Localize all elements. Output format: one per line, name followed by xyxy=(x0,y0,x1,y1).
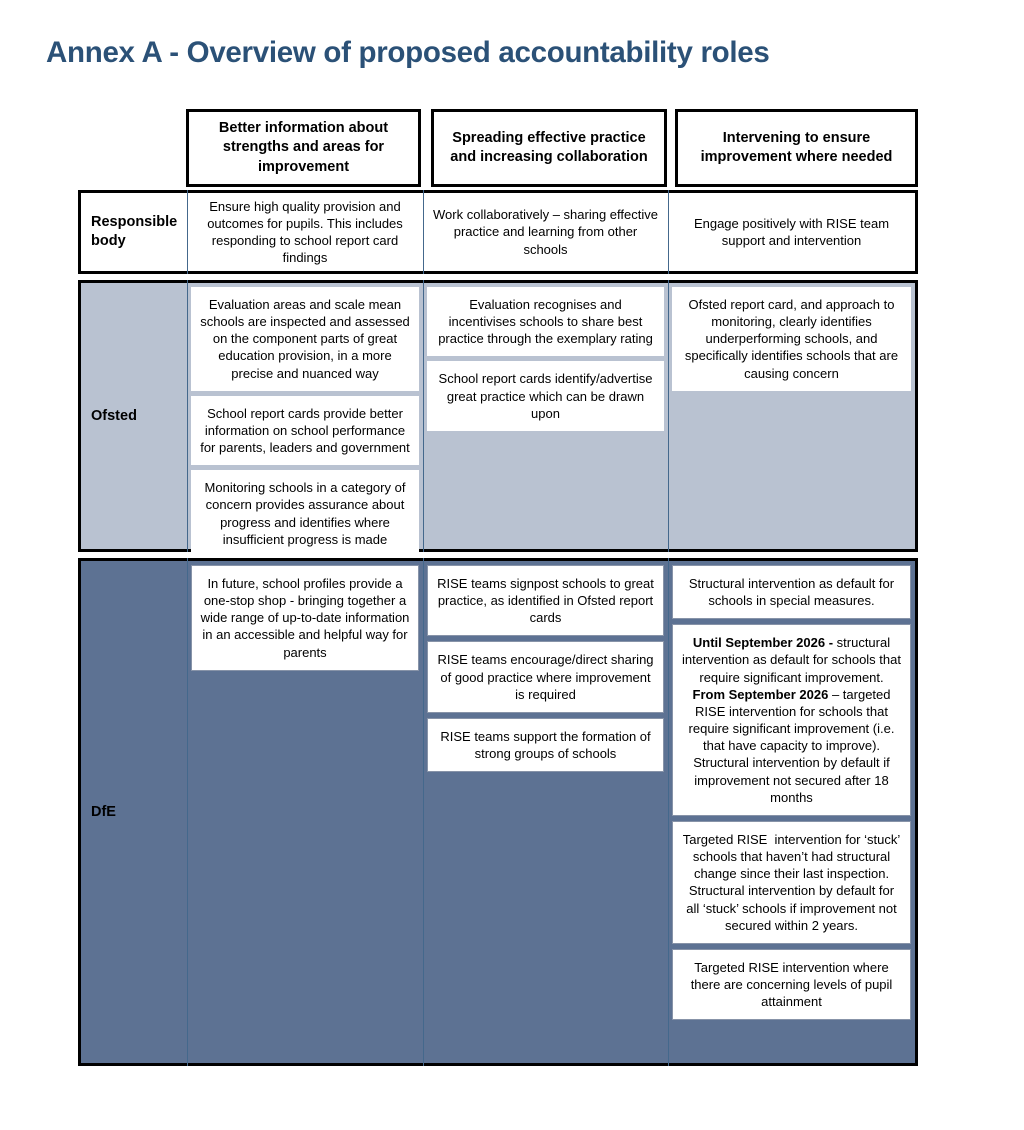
table-row-ofsted xyxy=(78,280,918,552)
row-label-ofsted: Ofsted xyxy=(91,408,137,424)
content-card xyxy=(191,396,419,465)
content-card xyxy=(672,624,911,816)
content-card xyxy=(672,821,911,944)
card-stack xyxy=(187,561,423,1063)
cell-text: Work collaboratively – sharing effective practice and learning from other schools xyxy=(433,207,658,257)
content-card xyxy=(427,641,664,712)
cell-ofsted-col3 xyxy=(668,283,915,549)
card-stack xyxy=(423,283,668,549)
cell-responsible-col2 xyxy=(423,193,668,271)
card-stack xyxy=(423,561,668,1063)
card-stack xyxy=(668,561,915,1063)
content-card-text: Monitoring schools in a category of concern provides assurance about progress and identifies where insufficient progress is made xyxy=(204,480,406,547)
content-card-text: RISE teams encourage/direct sharing of good practice where improvement is required xyxy=(437,652,654,702)
content-card xyxy=(672,287,911,391)
content-card xyxy=(427,718,664,772)
table-row-responsible-body xyxy=(78,190,918,274)
content-card xyxy=(672,565,911,619)
content-card-text: RISE teams support the formation of strong groups of schools xyxy=(440,728,651,762)
content-card xyxy=(427,361,664,430)
content-card-text: RISE teams signpost schools to great practice, as identified in Ofsted report cards xyxy=(437,576,654,626)
row-label-dfe: DfE xyxy=(91,804,116,820)
cell-dfe-col3 xyxy=(668,561,915,1063)
content-card-text: Ofsted report card, and approach to monitoring, clearly identifies underperforming schools, and specifically identifies schools that are causing concern xyxy=(684,297,899,381)
cell-responsible-col1 xyxy=(187,193,423,271)
content-card xyxy=(191,565,419,671)
column-header-spreading-effective-practice: Spreading effective practice and increasing collaboration xyxy=(431,109,667,187)
card-stack xyxy=(187,283,423,549)
content-card-text: Structural intervention as default for schools in special measures. xyxy=(688,576,895,609)
cell-dfe-col2 xyxy=(423,561,668,1063)
page-title: Annex A - Overview of proposed accountability roles xyxy=(46,36,770,69)
cell-ofsted-col2 xyxy=(423,283,668,549)
cell-text: Engage positively with RISE team support and intervention xyxy=(693,215,890,248)
content-card-text: School report cards provide better information on school performance for parents, leaders and government xyxy=(200,405,410,456)
content-card xyxy=(672,949,911,1020)
column-header-intervening-to-ensure-improvement: Intervening to ensure improvement where needed xyxy=(675,109,918,187)
row-label-responsible-body: Responsible body xyxy=(91,214,178,249)
content-card xyxy=(191,287,419,391)
content-card xyxy=(191,470,419,557)
content-card xyxy=(427,565,664,636)
table-row-dfe xyxy=(78,558,918,1066)
cell-dfe-col1 xyxy=(187,561,423,1063)
column-headers xyxy=(186,109,918,187)
content-card-text: Targeted RISE intervention for ‘stuck’ schools that haven’t had structural change since their last inspection. Structural intervention by default for all ‘stuck’ schools if improvement not secured within 2 years. xyxy=(682,831,901,933)
content-card-text: In future, school profiles provide a one-stop shop - bringing together a wide range of up-to-date information in an accessible and helpful way for parents xyxy=(200,576,410,660)
content-card-text: Evaluation recognises and incentivises schools to share best practice through the exemplary rating xyxy=(438,297,653,347)
content-card-text: School report cards identify/advertise great practice which can be drawn upon xyxy=(438,371,653,421)
content-card-text: Evaluation areas and scale mean schools are inspected and assessed on the component parts of great education provision, in a more precise and nuanced way xyxy=(200,297,410,381)
cell-text: Ensure high quality provision and outcomes for pupils. This includes responding to school report card findings xyxy=(207,198,403,266)
content-card xyxy=(427,287,664,356)
content-card-text: Targeted RISE intervention where there are concerning levels of pupil attainment xyxy=(690,959,893,1010)
card-stack xyxy=(668,283,915,549)
cell-responsible-col3 xyxy=(668,193,915,271)
cell-ofsted-col1 xyxy=(187,283,423,549)
accountability-table xyxy=(78,190,918,1066)
column-header-better-information: Better information about strengths and areas for improvement xyxy=(186,109,421,187)
content-card-text: Until September 2026 - structural intervention as default for schools that require significant improvement. From September 2026 – targeted RISE intervention for schools that require significant improvement (i.e. that have capacity to improve). Structural intervention by default if improvement not secured after 18 months xyxy=(682,635,901,805)
